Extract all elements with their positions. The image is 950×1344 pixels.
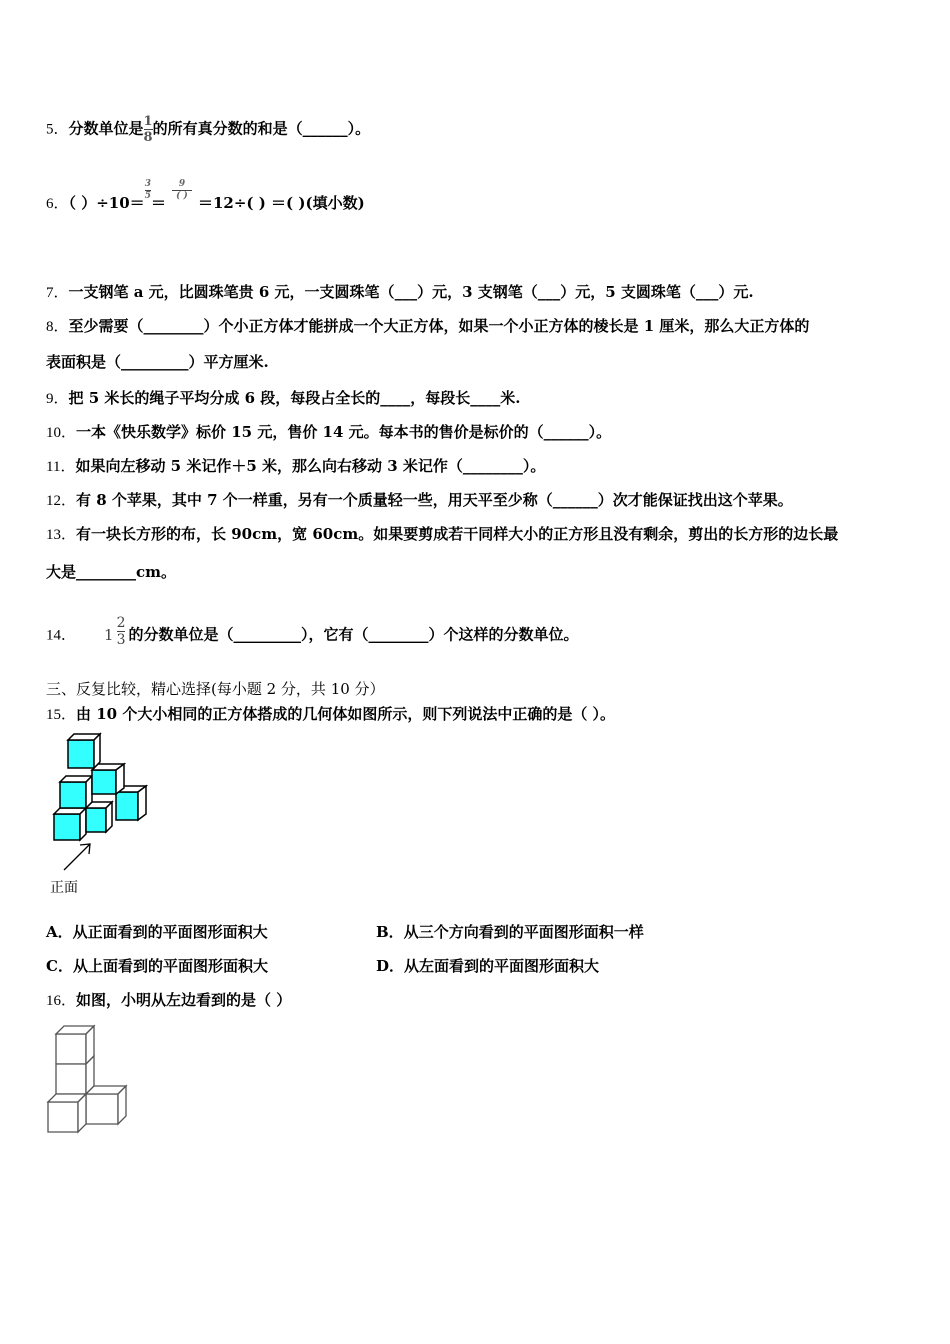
question-number: 16． <box>46 993 77 1009</box>
question-7 <box>46 282 754 303</box>
cube-stack-figure <box>46 732 156 902</box>
question-15 <box>46 704 615 725</box>
question-13 <box>46 524 838 545</box>
question-text: ＝ <box>150 194 166 212</box>
option-text: 从三个方向看到的平面图形面积一样 <box>403 923 644 941</box>
question-16 <box>46 990 291 1011</box>
question-number: 9． <box>46 391 69 407</box>
fraction-denominator: ( ) <box>176 190 188 201</box>
question-12 <box>46 490 793 511</box>
question-number: 10． <box>46 425 77 441</box>
option-b[interactable] <box>376 922 644 942</box>
question-text: 如果向左移动 5 米记作＋5 米，那么向右移动 3 米记作（________）。 <box>75 457 546 475</box>
figure-label: 正面 <box>50 880 78 896</box>
fraction <box>144 115 153 144</box>
cube <box>86 802 112 832</box>
question-13-continued <box>46 562 176 582</box>
question-14 <box>46 615 579 651</box>
question-text: 至少需要（________）个小正方体才能拼成一个大正方体，如果一个小正方体的棱长是 1 厘米，那么大正方体的 <box>68 317 810 335</box>
question-number: 6． <box>46 196 69 212</box>
section-title: 三、反复比较，精心选择(每小题 2 分，共 10 分） <box>46 680 385 698</box>
option-letter: A． <box>46 923 73 941</box>
arrow-icon <box>64 844 90 870</box>
question-number: 14． <box>46 627 77 644</box>
fraction-denominator: 3 <box>116 632 126 648</box>
question-number: 13． <box>46 527 77 543</box>
fraction-numerator: 9 <box>178 178 186 189</box>
question-text: 如图，小明从左边看到的是（ ） <box>76 991 292 1009</box>
fraction <box>145 180 151 201</box>
question-number: 8． <box>46 319 69 335</box>
fraction <box>117 616 126 647</box>
question-text: （ ）÷10＝ <box>68 194 145 212</box>
cube <box>56 1026 94 1064</box>
cube <box>86 1086 126 1124</box>
mixed-number-whole: 1 <box>104 625 114 644</box>
question-8 <box>46 316 809 337</box>
question-text: 把 5 米长的绳子平均分成 6 段，每段占全长的____，每段长____米. <box>68 389 521 407</box>
question-8-continued <box>46 352 269 372</box>
option-text: 从左面看到的平面图形面积大 <box>404 957 600 975</box>
question-text: 有 8 个苹果，其中 7 个一样重，另有一个质量轻一些，用天平至少称（______）次才能保证找出这个苹果。 <box>76 491 793 509</box>
question-number: 11． <box>46 459 76 475</box>
option-letter: C． <box>46 957 73 975</box>
option-d[interactable] <box>376 956 599 976</box>
fraction-denominator: 5 <box>144 190 151 201</box>
question-9 <box>46 388 521 409</box>
question-text: ＝12÷( ) ＝( )(填小数) <box>197 194 365 212</box>
option-c[interactable] <box>46 956 268 976</box>
fraction-numerator: 2 <box>116 615 126 631</box>
question-text: 的所有真分数的和是（______）。 <box>152 119 371 138</box>
cube <box>48 1094 86 1132</box>
question-number: 15． <box>46 707 77 723</box>
cube <box>60 776 92 808</box>
question-text: 有一块长方形的布，长 90cm，宽 60cm。如果要剪成若干同样大小的正方形且没有剩余，剪出的长方形的边长最 <box>76 525 839 543</box>
fraction-denominator: 8 <box>143 130 153 145</box>
question-text: 一支钢笔 a 元，比圆珠笔贵 6 元，一支圆珠笔（___）元，3 支钢笔（___）元，5 支圆珠笔（___）元. <box>68 283 754 301</box>
question-text: 分数单位是 <box>68 119 144 138</box>
question-text: 的分数单位是（_________），它有（________）个这样的分数单位。 <box>128 625 579 644</box>
question-6 <box>46 178 365 215</box>
fraction-numerator: 1 <box>143 114 153 129</box>
option-text: 从正面看到的平面图形面积大 <box>72 923 268 941</box>
question-number: 5． <box>46 121 69 138</box>
fraction-numerator: 3 <box>144 178 151 189</box>
question-number: 12． <box>46 493 77 509</box>
question-number: 7． <box>46 285 69 301</box>
question-text: 大是________cm。 <box>46 563 177 581</box>
option-letter: D． <box>376 957 405 975</box>
option-text: 从上面看到的平面图形面积大 <box>72 957 268 975</box>
question-text: 表面积是（_________）平方厘米. <box>46 353 269 371</box>
cube-outline-figure <box>44 1022 134 1138</box>
cube <box>54 808 86 840</box>
question-10 <box>46 422 611 443</box>
question-text: 由 10 个大小相同的正方体搭成的几何体如图所示，则下列说法中正确的是（ ）。 <box>76 705 616 723</box>
cube <box>68 734 100 768</box>
option-a[interactable] <box>46 922 268 942</box>
question-text: 一本《快乐数学》标价 15 元，售价 14 元。每本书的售价是标价的（______）。 <box>76 423 612 441</box>
fraction <box>172 180 192 201</box>
cube <box>92 764 124 794</box>
option-letter: B． <box>376 923 404 941</box>
question-11 <box>46 456 545 477</box>
question-5 <box>46 115 370 144</box>
